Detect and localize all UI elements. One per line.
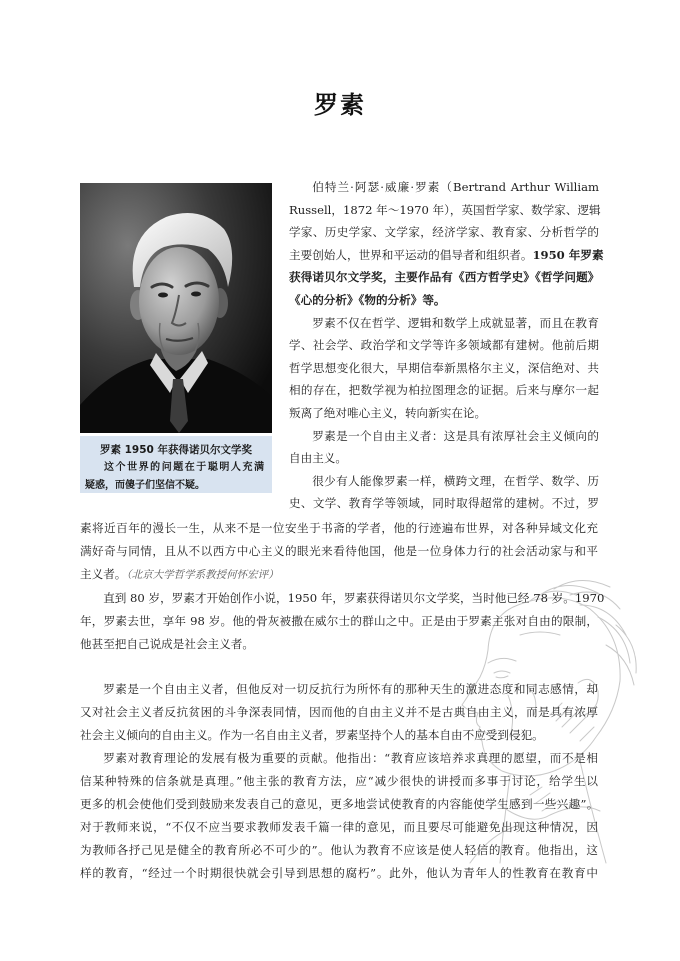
caption-quote-line: 疑惑，而傻子们坚信不疑。 bbox=[85, 480, 205, 491]
text-line: 学家、历史学家、文学家，经济学家、教育家、分析哲学的 bbox=[289, 225, 599, 240]
caption-heading: 罗素 1950 年获得诺贝尔文学奖 bbox=[99, 444, 253, 456]
text-line: 直到 80 岁，罗素才开始创作小说，1950 年，罗素获得诺贝尔文学奖，当时他已经 78 岁。1970 bbox=[103, 590, 605, 605]
text-line: 更多的机会使他们受到鼓励来发表自己的意见，更多地尝试使教育的内容能使学生感到一些兴趣”。 bbox=[80, 796, 598, 811]
text-line: 社会主义倾向的自由主义。作为一名自由主义者，罗素坚持个人的基本自由不应受到侵犯。 bbox=[80, 727, 544, 742]
photo-caption bbox=[80, 436, 272, 493]
text-line: 罗素不仅在哲学、逻辑和数学上成就显著，而且在教育 bbox=[312, 315, 599, 330]
text-line: 罗素是一个自由主义者：这是具有浓厚社会主义倾向的 bbox=[312, 428, 599, 443]
portrait-right-eye bbox=[191, 292, 201, 297]
paragraph-later-life bbox=[80, 587, 605, 656]
paragraph-politics bbox=[80, 678, 598, 747]
paragraph-intro bbox=[289, 176, 604, 312]
text-line: 他甚至把自己说成是社会主义者。 bbox=[80, 636, 254, 651]
text-line: 叛离了绝对唯心主义，转向新实在论。 bbox=[289, 405, 487, 420]
text-line: 信某种特殊的信条就是真理。”他主张的教育方法，应“减少很快的讲授而多事于讨论，给学生以 bbox=[80, 773, 598, 788]
text-line: 样的教育，“经过一个时期很快就会引导到思想的腐朽”。此外，他认为青年人的性教育在教育中 bbox=[80, 865, 598, 880]
paragraph-education bbox=[80, 747, 598, 885]
portrait-image bbox=[80, 183, 272, 433]
highlight-text: 1950 年罗素 bbox=[532, 247, 604, 262]
paragraph-liberalism bbox=[289, 425, 599, 470]
text-segment: 主义者。 bbox=[80, 566, 127, 581]
text-line: 为教师各抒己见是健全的教育所必不可少的”。他认为教育不应该是使人轻信的教育。他指出，这 bbox=[80, 842, 598, 857]
text-line: 罗素是一个自由主义者，但他反对一切反抗行为所怀有的那种天生的激进态度和同志感情，却 bbox=[103, 681, 598, 696]
text-line bbox=[80, 563, 598, 587]
text-line: 史、文学、教育学等领域，同时取得超常的建树。不过，罗 bbox=[289, 496, 599, 511]
page-title: 罗素 bbox=[314, 91, 366, 119]
full-width-text-block bbox=[80, 678, 598, 885]
caption-quote-line: 这个世界的问题在于聪明人充满 bbox=[104, 462, 264, 473]
text-line: 年，罗素去世，享年 98 岁。他的骨灰被撒在威尔士的群山之中。正是由于罗素主张对自由的限制， bbox=[80, 613, 598, 628]
text-line: 相的存在，把数学视为柏拉图理念的证据。后来与摩尔一起 bbox=[289, 383, 599, 398]
text-line: 哲学思想变化很大，早期信奉新黑格尔主义，深信绝对、共 bbox=[289, 360, 599, 375]
highlight-text: 获得诺贝尔文学奖，主要作品有《西方哲学史》《哲学问题》 bbox=[289, 270, 599, 285]
highlight-text: 《心的分析》《物的分析》等。 bbox=[289, 292, 446, 307]
text-line: 学、社会学、政治学和文学等许多领域都有建树。他前后期 bbox=[289, 338, 599, 353]
text-line: 素将近百年的漫长一生，从来不是一位安坐于书斋的学者，他的行迹遍布世界，对各种异域文化充 bbox=[80, 520, 598, 535]
text-line: 罗素对教育理论的发展有极为重要的贡献。他指出：“教育应该培养求真理的愿望，而不是相 bbox=[103, 750, 598, 765]
sketch-eye bbox=[488, 658, 516, 677]
text-line bbox=[289, 244, 604, 267]
text-line: 自由主义。 bbox=[289, 451, 347, 466]
text-line: 满好奇与同情，且从不以西方中心主义的眼光来看待他国，他是一位身体力行的社会活动家与和平 bbox=[80, 543, 598, 558]
portrait-left-eye bbox=[158, 293, 168, 298]
russell-portrait-photo bbox=[80, 183, 272, 433]
right-column-text bbox=[289, 176, 604, 515]
portrait-face bbox=[139, 247, 219, 355]
text-line: Russell，1872 年～1970 年），英国哲学家、数学家、逻辑 bbox=[289, 202, 601, 217]
full-width-text-block bbox=[80, 517, 605, 656]
text-line: 伯特兰·阿瑟·威廉·罗素（Bertrand Arthur William bbox=[312, 180, 599, 194]
text-line: 又对社会主义者反抗贫困的斗争深表同情，因而他的自由主义并不是古典自由主义，而是具有浓厚 bbox=[80, 704, 598, 719]
text-line: 很少有人能像罗素一样，横跨文理，在哲学、数学、历 bbox=[312, 473, 599, 488]
text-line: 对于教师来说，“不仅不应当要求教师发表千篇一律的意见，而且要尽可能避免出现这种情况，因 bbox=[80, 819, 598, 834]
paragraph-evaluation-end bbox=[80, 517, 598, 587]
paragraph-achievements bbox=[289, 312, 599, 425]
paragraph-evaluation-start bbox=[289, 470, 599, 515]
text-segment: 主要创始人，世界和平运动的倡导者和组织者。 bbox=[289, 247, 533, 262]
citation-source: （北京大学哲学系教授何怀宏评） bbox=[126, 568, 279, 581]
